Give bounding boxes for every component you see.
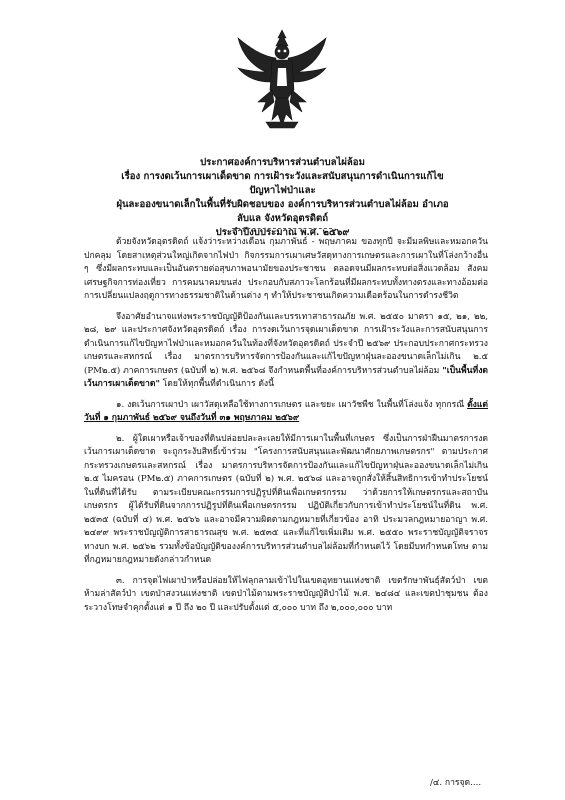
paragraph-authority: [84, 311, 488, 392]
no-burn-zone-text: "เป็นพื้นที่งดเว้นการเผาเด็ดขาด": [84, 365, 488, 389]
garuda-emblem-icon: [232, 28, 332, 132]
continuation-note: /๔. การจุด....: [430, 778, 482, 788]
document-body: [84, 236, 488, 622]
authority-text: จึงอาศัยอำนาจแห่งพระราชบัญญัติป้องกันและบรรเทาสาธารณภัย พ.ศ. ๒๕๕๐ มาตรา ๑๕, ๒๑, ๒๒, ๒๘, ๒๙ และประกาศจังหวัดอุตรดิตถ์ เรื่อง การงดเว้นการจุดเผาเด็ดขาด การเฝ้าระวังและการสนับสนุนการดำเนินการแก้ไขปัญหาไฟป่าและหมอกควันในท้องที่จังหวัดอุตรดิตถ์ ประจำปี ๒๕๖๙ ประกอบประกาศกระทรวงเกษตรและสหกรณ์ เรื่อง มาตรการบริหารจัดการป้องกันและแก้ไขปัญหาฝุ่นละอองขนาดเล็กไม่เกิน ๒.๕ (PM๒.๕) ภาคการเกษตร (ฉบับที่ ๒) พ.ศ. ๒๕๖๘ จึงกำหนดพื้นที่องค์การบริหารส่วนตำบลไผ่ล้อม: [84, 311, 488, 376]
paragraph-item-3: ๓. การจุดไฟเผาป่าหรือปล่อยให้ไฟลุกลามเข้าไปในเขตอุทยานแห่งชาติ เขตรักษาพันธุ์สัตว์ป่า เขตห้ามล่าสัตว์ป่า เขตป่าสงวนแห่งชาติ เขตป่าไม้ตามพระราชบัญญัติป่าไม้ พ.ศ. ๒๔๘๔ และเขตป่าชุมชน ต้องระวางโทษจำคุกตั้งแต่ ๑ ปี ถึง ๒๐ ปี และปรับตั้งแต่ ๕,๐๐๐ บาท ถึง ๒,๐๐๐,๐๐๐ บาท: [84, 575, 488, 613]
heading-organization: ประกาศองค์การบริหารส่วนตำบลไผ่ล้อม: [200, 157, 365, 168]
paragraph-background: ด้วยจังหวัดอุตรดิตถ์ แจ้งว่าระหว่างเดือน กุมภาพันธ์ - พฤษภาคม ของทุกปี จะมีมลพิษและหมอกควันปกคลุม โดยสาเหตุส่วนใหญ่เกิดจากไฟป่า กิจกรรมการเผาเศษวัสดุทางการเกษตรและการเผาในที่โล่งกว้างอื่น ๆ ซึ่งมีผลกระทบและเป็นอันตรายต่อสุขภาพอนามัยของประชาชน ตลอดจนมีผลกระทบต่อสิ่งแวดล้อม สังคม เศรษฐกิจการท่องเที่ยว การคมนาคมขนส่ง ประกอบกับสภาวะโลกร้อนที่มีผลกระทบทั้งทางตรงและทางอ้อมต่อการเปลี่ยนแปลงฤดูการทางธรรมชาติในด้านต่าง ๆ ทำให้ประชาชนเกิดความเดือดร้อนในการดำรงชีวิต: [84, 237, 488, 301]
item-1-text: ๑. งดเว้นการเผาป่า เผาวัสดุเหลือใช้ทางการเกษตร และขยะ เผาวัชพืช ในพื้นที่โล่งแจ้ง ทุกกรณี: [116, 399, 468, 410]
item-1-period: ตั้งแต่วันที่ ๑ กุมภาพันธ์ ๒๕๖๙ จนถึงวันที่ ๓๑ พฤษภาคม ๒๕๖๙: [84, 399, 488, 423]
paragraph-item-2: ๒. ผู้ใดเผาหรือเจ้าของที่ดินปล่อยปละละเลยให้มีการเผาในพื้นที่เกษตร ซึ่งเป็นการฝ่าฝืนมาตรการงดเว้นการเผาเด็ดขาด จะถูกระงับสิทธิ์เข้าร่วม "โครงการสนับสนุนและพัฒนาศักยภาพเกษตรกร" ตามประกาศกระทรวงเกษตรและสหกรณ์ เรื่อง มาตรการบริหารจัดการป้องกันและแก้ไขปัญหาฝุ่นละอองขนาดเล็กไม่เกิน ๒.๕ ไมครอน (PM๒.๕) ภาคการเกษตร (ฉบับที่ ๒) พ.ศ. ๒๕๖๘ และอาจถูกสั่งให้สิ้นสิทธิการเข้าทำประโยชน์ในที่ดินที่ได้รับ ตามระเบียบคณะกรรมการปฏิรูปที่ดินเพื่อเกษตรกรรม ว่าด้วยการให้เกษตรกรและสถาบันเกษตรกร ผู้ได้รับที่ดินจากการปฏิรูปที่ดินเพื่อเกษตรกรรม ปฏิบัติเกี่ยวกับการเข้าทำประโยชน์ในที่ดิน พ.ศ. ๒๕๓๕ (ฉบับที่ ๔) พ.ศ. ๒๕๖๖ และอาจมีความผิดตามกฎหมายที่เกี่ยวข้อง อาทิ ประมวลกฎหมายอาญา พ.ศ. ๒๔๙๙ พระราชบัญญัติการสาธารณสุข พ.ศ. ๒๕๓๕ และที่แก้ไขเพิ่มเติม พ.ศ. ๒๕๕๐ พระราชบัญญัติจราจรทางบก พ.ศ. ๒๕๖๒ รวมทั้งข้อบัญญัติของงค์การบริหารส่วนตำบลไผ่ล้อมที่กำหนดไว้ โดยมีบทกำหนดโทษ ตามที่กฎหมายกฎหมายดังกล่าวกำหนด: [84, 433, 488, 565]
authority-text-end: โดยให้ทุกพื้นที่ดำเนินการ ดังนี้: [159, 379, 274, 389]
paragraph-item-1: [84, 399, 488, 426]
heading-subject-line-1: เรื่อง การงดเว้นการเผาเด็ดขาด การเฝ้าระวังและสนับสนุนการดำเนินการแก้ไขปัญหาไฟป่าและ: [121, 171, 444, 196]
heading-subject-line-2: ฝุ่นละอองขนาดเล็กในพื้นที่รับผิดชอบของ องค์การบริหารส่วนตำบลไผ่ล้อม อำเภอลับแล จังหวัดอุตรดิตถ์: [116, 199, 449, 224]
heading-fiscal-year: ประจำปีงบประมาณ พ.ศ. ๒๕๖๙: [215, 227, 350, 238]
heading-divider: [232, 228, 332, 229]
